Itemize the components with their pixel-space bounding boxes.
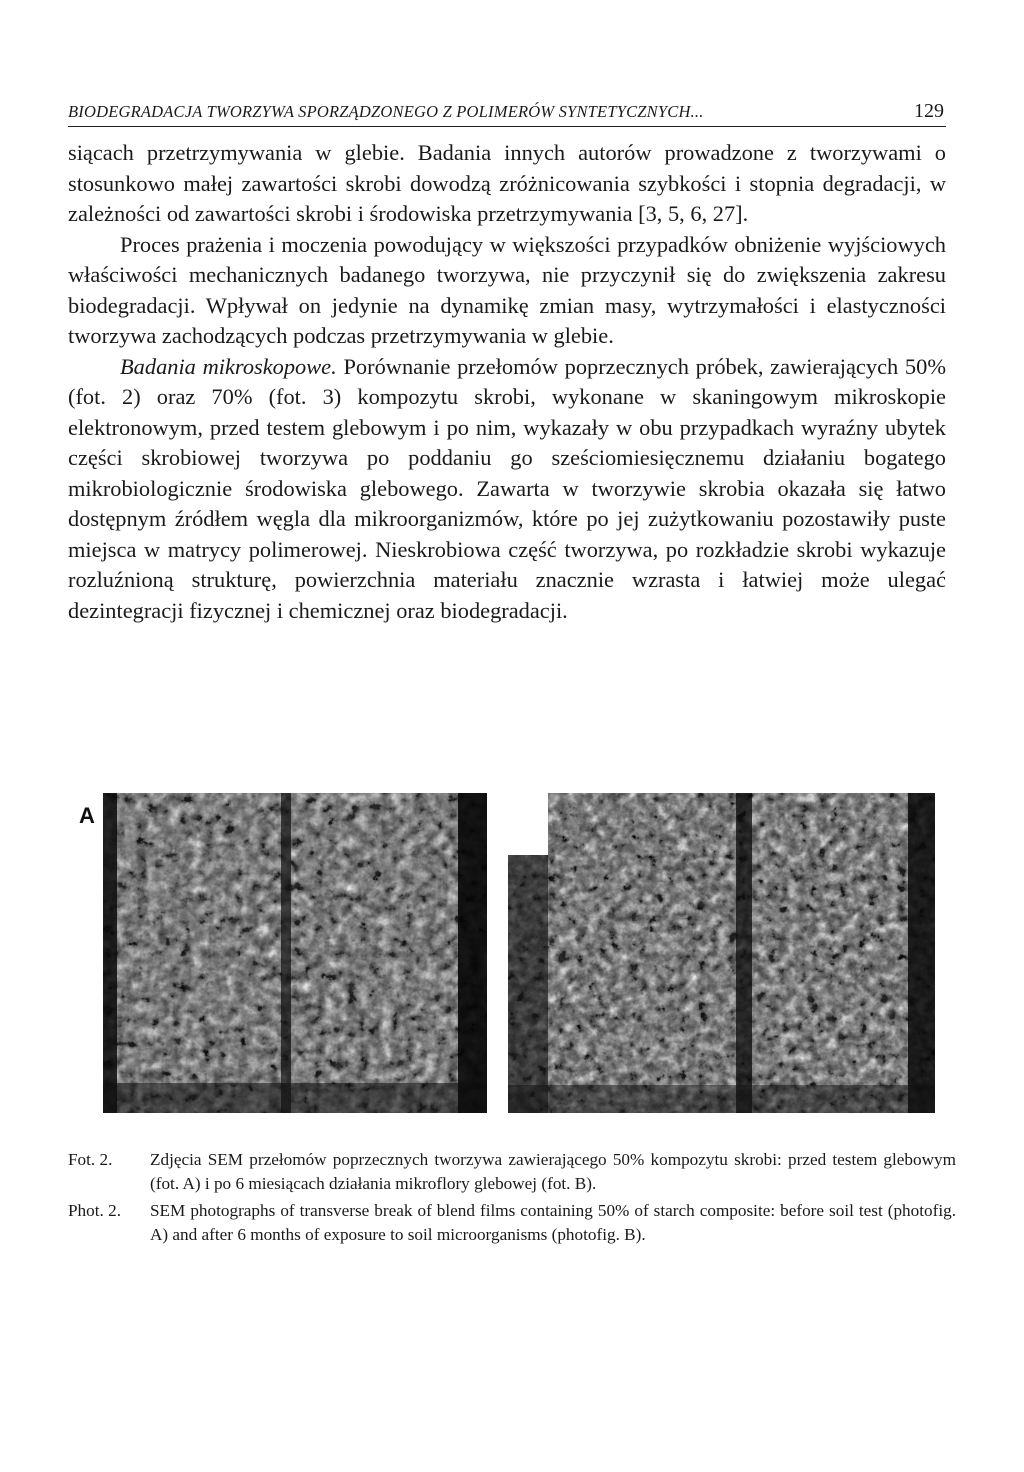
caption-polish-label: Fot. 2. (68, 1150, 113, 1169)
sem-photo-b (508, 793, 935, 1113)
running-header-title: BIODEGRADACJA TWORZYWA SPORZĄDZONEGO Z POLIMERÓW SYNTETYCZNYCH... (68, 102, 704, 121)
paragraph-3 (68, 352, 946, 627)
sem-texture-b (508, 793, 935, 1113)
paragraph-2: Proces prażenia i moczenia powodujący w większości przypadków obniżenie wyjściowych właściwości mechanicznych badanego tworzywa, nie przyczynił się do zwiększenia zakresu biodegradacji. Wpływał on jedynie na dynamikę zmian masy, wytrzymałości i elastyczności tworzywa zachodzących podczas przetrzymywania w glebie. (68, 231, 946, 348)
caption-english-label: Phot. 2. (68, 1201, 122, 1220)
paragraph-3-text: Porównanie przełomów poprzecznych próbek, zawierających 50% (fot. 2) oraz 70% (fot. 3) kompozytu skrobi, wykonane w skaningowym mikroskopie elektronowym, przed testem glebowym i po nim, wykazały w obu przypadkach wyraźny ubytek części skrobiowej tworzywa po poddaniu go sześciomiesięcznemu działaniu bogatego mikrobiologicznie środowiska glebowego. Zawarta w tworzywie skrobia okazała się łatwo dostępnym źródłem węgla dla mikroorganizmów, które po jej zużytkowaniu pozostawiły puste miejsca w matrycy polimerowej. Nieskrobiowa część tworzywa, po rozkładzie skrobi wykazuje rozluźnioną strukturę, powierzchnia materiału znacznie wzrasta i łatwiej może ulegać dezintegracji fizycznej i chemicznej oraz biodegradacji. (68, 353, 946, 623)
section-heading-microscopy: Badania mikroskopowe. (120, 353, 337, 379)
caption-english-text: SEM photographs of transverse break of blend films containing 50% of starch composite: before soil test (photofig. A) and after 6 months of exposure to soil microorganisms (photofig. B). (150, 1201, 956, 1244)
sem-photo-a (103, 793, 487, 1113)
sem-texture-a (103, 793, 487, 1113)
photo-a-label: A (79, 803, 95, 828)
caption-polish-text: Zdjęcia SEM przełomów poprzecznych tworzywa zawierającego 50% kompozytu skrobi: przed testem glebowym (fot. A) i po 6 miesiącach działania mikroflory glebowej (fot. B). (150, 1150, 956, 1193)
page-number: 129 (914, 100, 944, 122)
body-text (68, 138, 946, 626)
running-header (68, 98, 946, 127)
paragraph-1: siącach przetrzymywania w glebie. Badania innych autorów prowadzone z tworzywami o stosunkowo małej zawartości skrobi dowodzą zróżnicowania szybkości i stopnia degradacji, w zależności od zawartości skrobi i środowiska przetrzymywania [3, 5, 6, 27]. (68, 140, 946, 226)
